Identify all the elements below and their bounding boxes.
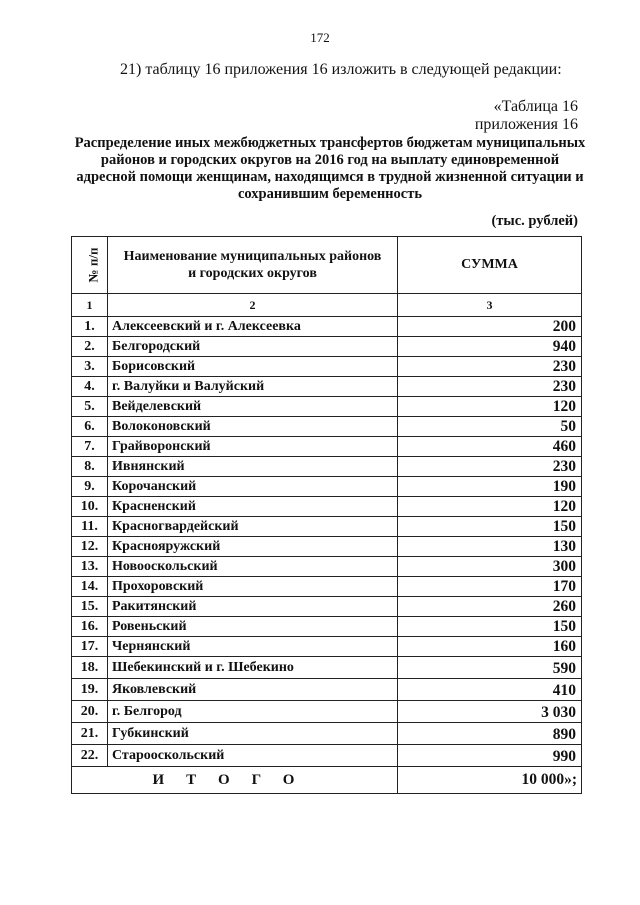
row-sum: 150	[398, 617, 582, 637]
table-row	[72, 397, 582, 417]
row-name: Яковлевский	[108, 679, 398, 701]
row-sum: 230	[398, 457, 582, 477]
row-number: 20.	[72, 701, 108, 723]
row-sum: 590	[398, 657, 582, 679]
row-number: 10.	[72, 497, 108, 517]
column-index: 3	[398, 294, 582, 317]
row-name: Старооскольский	[108, 745, 398, 767]
row-number: 12.	[72, 537, 108, 557]
row-name: Грайворонский	[108, 437, 398, 457]
row-number: 3.	[72, 357, 108, 377]
row-name: Губкинский	[108, 723, 398, 745]
row-sum: 120	[398, 497, 582, 517]
total-label: ИТОГО	[72, 767, 398, 794]
row-sum: 230	[398, 377, 582, 397]
row-sum: 990	[398, 745, 582, 767]
row-name: Вейделевский	[108, 397, 398, 417]
total-sum: 10 000»;	[398, 767, 582, 794]
table-row	[72, 557, 582, 577]
table-row	[72, 497, 582, 517]
column-index-row	[72, 294, 582, 317]
table-ref-line2: приложения 16	[474, 116, 578, 133]
row-number: 15.	[72, 597, 108, 617]
row-number: 7.	[72, 437, 108, 457]
row-sum: 260	[398, 597, 582, 617]
row-name: Краснояружский	[108, 537, 398, 557]
table-row	[72, 745, 582, 767]
table-row	[72, 723, 582, 745]
row-number: 11.	[72, 517, 108, 537]
row-name: Шебекинский и г. Шебекино	[108, 657, 398, 679]
table-heading: Распределение иных межбюджетных трансфертов бюджетам муниципальных районов и городских округов на 2016 год на выплату единовременной адресной помощи женщинам, находящимся в трудной жизненной ситуации и сохранившим беременность	[74, 135, 586, 202]
table-row	[72, 679, 582, 701]
row-number: 22.	[72, 745, 108, 767]
table-row	[72, 537, 582, 557]
row-name: Борисовский	[108, 357, 398, 377]
row-name: Новооскольский	[108, 557, 398, 577]
row-name: Алексеевский и г. Алексеевка	[108, 317, 398, 337]
table-ref-line1: «Таблица 16	[493, 98, 578, 115]
row-number: 18.	[72, 657, 108, 679]
instruction-text: 21) таблицу 16 приложения 16 изложить в следующей редакции:	[120, 61, 562, 78]
page-number: 172	[310, 30, 330, 45]
row-number: 19.	[72, 679, 108, 701]
row-number: 8.	[72, 457, 108, 477]
row-name: г. Белгород	[108, 701, 398, 723]
row-sum: 230	[398, 357, 582, 377]
row-sum: 460	[398, 437, 582, 457]
column-index: 1	[72, 294, 108, 317]
table-row	[72, 637, 582, 657]
table-row	[72, 437, 582, 457]
row-number: 21.	[72, 723, 108, 745]
row-name: Красногвардейский	[108, 517, 398, 537]
row-sum: 890	[398, 723, 582, 745]
row-sum: 3 030	[398, 701, 582, 723]
row-name: г. Валуйки и Валуйский	[108, 377, 398, 397]
table-row	[72, 657, 582, 679]
row-name: Чернянский	[108, 637, 398, 657]
row-name: Ивнянский	[108, 457, 398, 477]
row-number: 16.	[72, 617, 108, 637]
row-name: Корочанский	[108, 477, 398, 497]
row-name: Волоконовский	[108, 417, 398, 437]
row-number: 2.	[72, 337, 108, 357]
allocation-table	[71, 236, 582, 794]
header-sum: СУММА	[398, 237, 582, 294]
table-row	[72, 477, 582, 497]
table-row	[72, 357, 582, 377]
table-row	[72, 617, 582, 637]
row-sum: 940	[398, 337, 582, 357]
column-index: 2	[108, 294, 398, 317]
row-sum: 170	[398, 577, 582, 597]
row-sum: 160	[398, 637, 582, 657]
row-number: 4.	[72, 377, 108, 397]
table-row	[72, 337, 582, 357]
table-row	[72, 577, 582, 597]
table-row	[72, 457, 582, 477]
row-sum: 120	[398, 397, 582, 417]
row-sum: 410	[398, 679, 582, 701]
row-number: 6.	[72, 417, 108, 437]
row-sum: 200	[398, 317, 582, 337]
row-number: 1.	[72, 317, 108, 337]
row-sum: 50	[398, 417, 582, 437]
row-sum: 150	[398, 517, 582, 537]
row-number: 5.	[72, 397, 108, 417]
row-sum: 300	[398, 557, 582, 577]
row-number: 14.	[72, 577, 108, 597]
table-row	[72, 417, 582, 437]
row-number: 9.	[72, 477, 108, 497]
header-name: Наименование муниципальных районов и городских округов	[108, 237, 398, 294]
table-row	[72, 701, 582, 723]
row-number: 17.	[72, 637, 108, 657]
row-name: Белгородский	[108, 337, 398, 357]
table-row	[72, 377, 582, 397]
table-row	[72, 317, 582, 337]
table-reference	[475, 98, 578, 134]
header-num: № п/п	[72, 237, 108, 294]
total-row	[72, 767, 582, 794]
row-number: 13.	[72, 557, 108, 577]
table-row	[72, 597, 582, 617]
row-sum: 190	[398, 477, 582, 497]
row-name: Ровеньский	[108, 617, 398, 637]
units-label: (тыс. рублей)	[491, 213, 578, 229]
table-row	[72, 517, 582, 537]
row-sum: 130	[398, 537, 582, 557]
row-name: Ракитянский	[108, 597, 398, 617]
row-name: Красненский	[108, 497, 398, 517]
row-name: Прохоровский	[108, 577, 398, 597]
